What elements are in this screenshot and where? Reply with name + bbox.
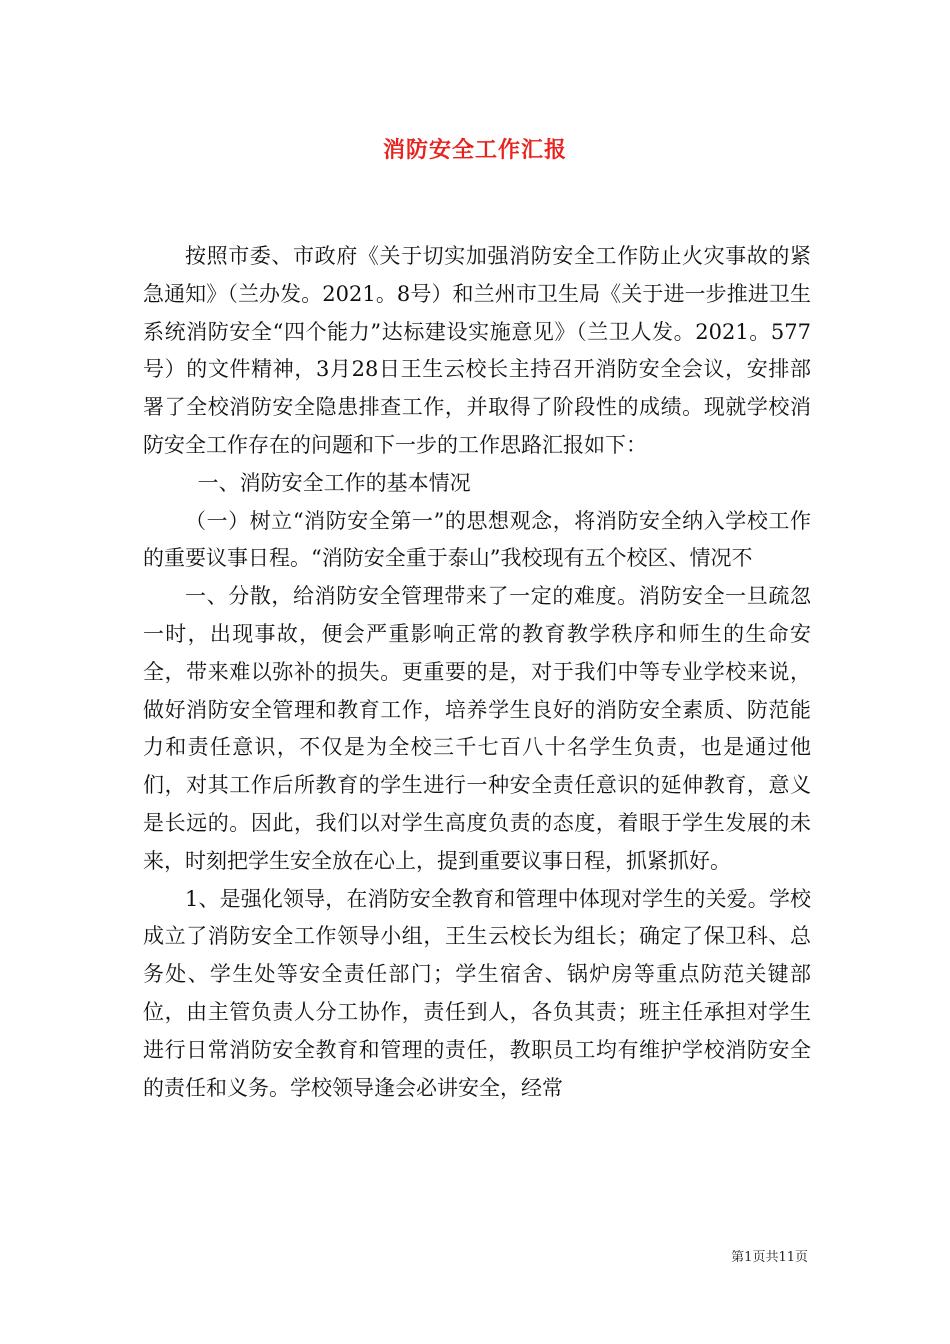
body-paragraph: 1、是强化领导，在消防安全教育和管理中体现对学生的关爱。学校成立了消防安全工作领导小组，王生云校长为组长；确定了保卫科、总务处、学生处等安全责任部门；学生宿舍、锅炉房等重点防范关键部位，由主管负责人分工协作，责任到人，各负其责；班主任承担对学生进行日常消防安全教育和管理的责任，教职员工均有维护学校消防安全的责任和义务。学校领导逢会必讲安全，经常 — [143, 886, 811, 1100]
body-paragraph: 一、分散，给消防安全管理带来了一定的难度。消防安全一旦疏忽一时，出现事故，便会严重影响正常的教育教学秩序和师生的生命安全，带来难以弥补的损失。更重要的是，对于我们中等专业学校来说，做好消防安全管理和教育工作，培养学生良好的消防安全素质、防范能力和责任意识，不仅是为全校三千七百八十名学生负责，也是通过他们，对其工作后所教育的学生进行一种安全责任意识的延伸教育，意义是长远的。因此，我们以对学生高度负责的态度，着眼于学生发展的未来，时刻把学生安全放在心上，提到重要议事日程，抓紧抓好。 — [143, 584, 811, 873]
subsection-paragraph: （一）树立“消防安全第一”的思想观念，将消防安全纳入学校工作的重要议事日程。“消防安全重于泰山”我校现有五个校区、情况不 — [143, 508, 811, 571]
intro-paragraph: 按照市委、市政府《关于切实加强消防安全工作防止火灾事故的紧急通知》（兰办发。2021。8号）和兰州市卫生局《关于进一步推进卫生系统消防安全“四个能力”达标建设实施意见》（兰卫人发。2021。577号）的文件精神，3月28日王生云校长主持召开消防安全会议，安排部署了全校消防安全隐患排查工作，并取得了阶段性的成绩。现就学校消防安全工作存在的问题和下一步的工作思路汇报如下： — [143, 244, 811, 457]
section-heading: 一、消防安全工作的基本情况 — [197, 470, 471, 495]
page-number-footer: 第1页共11页 — [731, 1250, 808, 1265]
document-body — [143, 238, 811, 1107]
document-title: 消防安全工作汇报 — [382, 138, 567, 163]
